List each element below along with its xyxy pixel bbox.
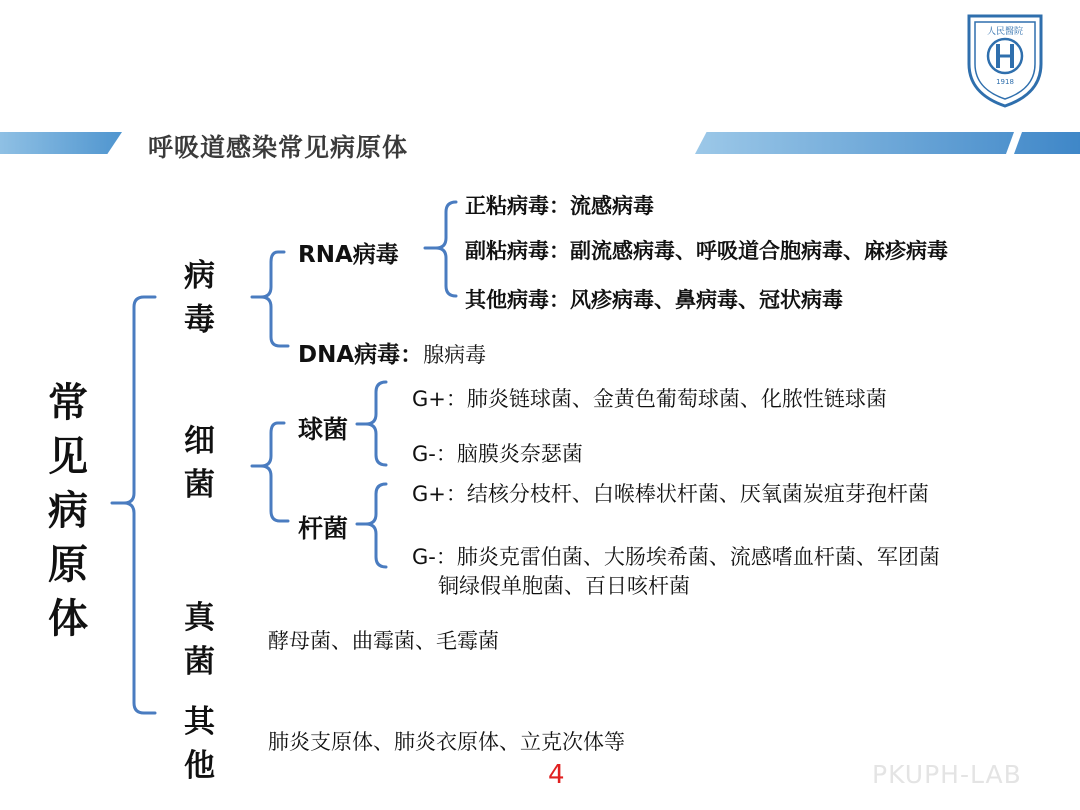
bacilli-gram-negative: G-：肺炎克雷伯菌、大肠埃希菌、流感嗜血杆菌、军团菌: [412, 545, 940, 569]
rna-item: [465, 190, 654, 220]
rna-item-name: 正粘病毒：: [465, 194, 570, 218]
category-char: 他: [184, 748, 215, 784]
category-char: 真: [184, 600, 215, 636]
category-char: 其: [184, 704, 215, 740]
root-char: 见: [48, 434, 88, 480]
category-char: 菌: [184, 644, 215, 680]
root-char: 原: [48, 542, 88, 588]
watermark: PKUPH-LAB: [872, 760, 1022, 789]
rna-item-name: 其他病毒：: [465, 288, 570, 312]
category-char: 病: [184, 258, 215, 294]
cocci-gram-positive: G+：肺炎链球菌、金黄色葡萄球菌、化脓性链球菌: [412, 387, 887, 411]
root-char: 病: [48, 488, 88, 534]
category-char: 细: [184, 423, 215, 459]
root-char: 常: [48, 380, 88, 426]
category-fungi: [184, 596, 215, 684]
rna-item-value: 副流感病毒、呼吸道合胞病毒、麻疹病毒: [570, 239, 948, 263]
category-bacteria: [184, 419, 215, 507]
root-label: [48, 376, 92, 646]
other-value: 肺炎支原体、肺炎衣原体、立克次体等: [268, 730, 625, 754]
rna-virus-label: RNA病毒: [298, 242, 399, 268]
fungi-value: 酵母菌、曲霉菌、毛霉菌: [268, 629, 499, 653]
rna-item: [465, 284, 843, 314]
dna-virus-value: 腺病毒: [423, 343, 487, 367]
cocci-label: 球菌: [298, 415, 349, 444]
category-char: 毒: [184, 302, 215, 338]
logo-year-text: 1918: [996, 78, 1014, 86]
rna-item: [465, 235, 948, 265]
cocci-gram-negative: G-：脑膜炎奈瑟菌: [412, 442, 583, 466]
dna-virus-row: [298, 336, 486, 369]
bacilli-label: 杆菌: [298, 514, 349, 543]
page-number: 4: [548, 760, 565, 790]
rna-item-value: 流感病毒: [570, 194, 654, 218]
logo-top-text: 人民醫院: [986, 27, 1024, 37]
category-virus: [184, 254, 215, 342]
rna-item-name: 副粘病毒：: [465, 239, 570, 263]
root-char: 体: [48, 596, 88, 642]
bacilli-gram-positive: G+：结核分枝杆、白喉棒状杆菌、厌氧菌炭疽芽孢杆菌: [412, 482, 929, 506]
rna-item-value: 风疹病毒、鼻病毒、冠状病毒: [570, 288, 843, 312]
bacilli-gram-negative-continued: 铜绿假单胞菌、百日咳杆菌: [438, 574, 690, 598]
category-char: 菌: [184, 467, 215, 503]
dna-virus-label: DNA病毒：: [298, 342, 424, 368]
category-other: [184, 700, 215, 788]
slide-title: 呼吸道感染常见病原体: [148, 133, 409, 162]
